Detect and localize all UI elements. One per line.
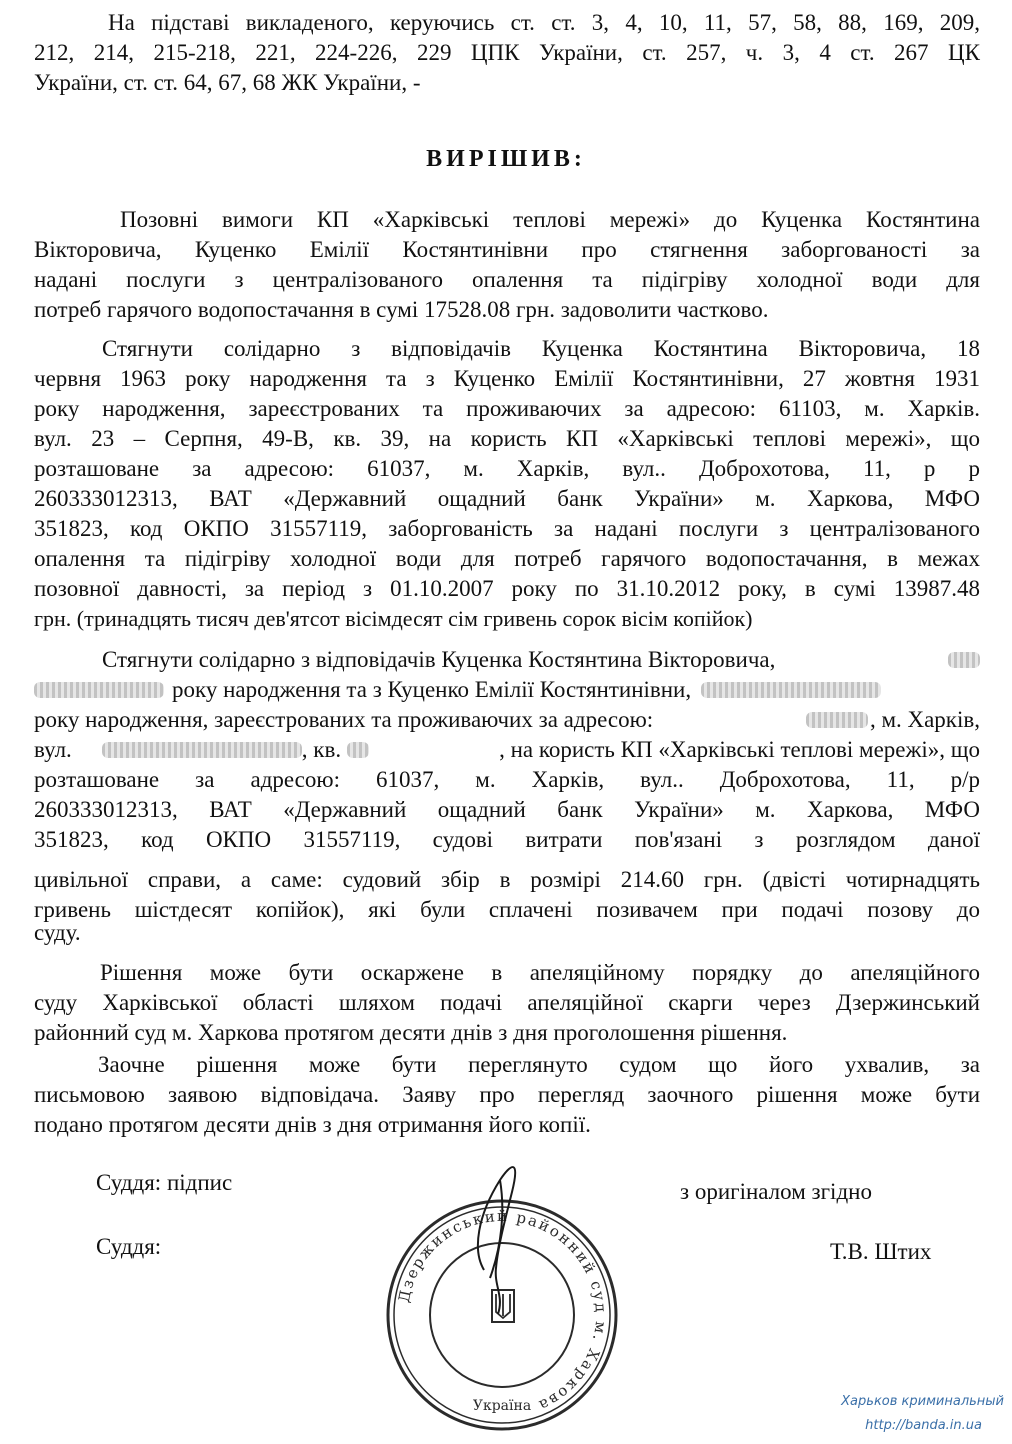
paragraph-line: розташоване за адресою: 61037, м. Харків, вул.. Доброхотова, 11, р/р — [34, 767, 980, 792]
paragraph-text: , на користь КП «Харківські теплові мережі», що — [499, 737, 980, 762]
preamble-line: На підставі викладеного, керуючись ст. ст. 3, 4, 10, 11, 57, 58, 88, 169, 209, — [108, 10, 980, 35]
judge-name: Т.В. Штих — [830, 1239, 932, 1264]
paragraph-text: вул. — [34, 737, 72, 762]
stamp-center-ring — [430, 1243, 574, 1387]
stamp-inner-text: Україна — [472, 1398, 532, 1414]
decision-heading: ВИРІШИВ: — [426, 146, 586, 172]
paragraph-line: районний суд м. Харкова протягом десяти днів з дня проголошення рішення. — [34, 1020, 788, 1045]
paragraph-line: подано протягом десяти днів з дня отримання його копії. — [34, 1112, 591, 1137]
paragraph-line: червня 1963 року народження та з Куценко Емілії Костянтинівни, 27 жовтня 1931 — [34, 366, 980, 391]
paragraph-line: потреб гарячого водопостачання в сумі 17528.08 грн. задоволити частково. — [34, 297, 769, 322]
paragraph-line: Стягнути солідарно з відповідачів Куценка Костянтина Вікторовича, 18 — [102, 336, 980, 361]
paragraph-line: Рішення може бути оскаржене в апеляційному порядку до апеляційного — [100, 960, 980, 985]
judge-label: Суддя: — [96, 1234, 162, 1259]
paragraph-text: , м. Харків, — [869, 707, 980, 732]
paragraph-line: суду Харківської області шляхом подачі апеляційної скарги через Дзержинський — [34, 990, 980, 1015]
judge-signature-label: Суддя: підпис — [96, 1170, 233, 1195]
watermark-line: Харьков криминальный — [841, 1394, 1004, 1409]
paragraph-text: , кв. — [301, 737, 342, 762]
paragraph-line: 260333012313, ВАТ «Державний ощадний банк України» м. Харкова, МФО — [34, 797, 980, 822]
paragraph-line: цивільної справи, а саме: судовий збір в розмірі 214.60 грн. (двісті чотирнадцять — [34, 867, 980, 892]
paragraph-text: року народження, зареєстрованих та проживаючих за адресою: — [34, 707, 654, 732]
paragraph-line: надані послуги з централізованого опалення та підігріву холодної води для — [34, 267, 980, 292]
preamble-line: 212, 214, 215-218, 221, 224-226, 229 ЦПК України, ст. 257, ч. 3, 4 ст. 267 ЦК — [34, 40, 980, 65]
paragraph-line: грн. (тринадцять тисяч дев'ятсот вісімдесят сім гривень сорок вісім копійок) — [34, 606, 753, 631]
paragraph-line: розташоване за адресою: 61037, м. Харків, вул.. Доброхотова, 11, р р — [34, 456, 980, 481]
preamble-line: України, ст. ст. 64, 67, 68 ЖК України, - — [34, 70, 421, 95]
watermark-link[interactable]: http://banda.in.ua — [865, 1418, 982, 1433]
paragraph-line: гривень шістдесят копійок), які були сплачені позивачем при подачі позову до — [34, 897, 980, 922]
paragraph-line: 351823, код ОКПО 31557119, заборгованість за надані послуги з централізованого — [34, 516, 980, 541]
certification-label: з оригіналом згідно — [680, 1179, 872, 1204]
paragraph-line: Позовні вимоги КП «Харківські теплові мережі» до Куценка Костянтина — [120, 207, 980, 232]
stamp-ring-text: Дзержинський районний суд м. Харкова — [394, 1206, 611, 1416]
paragraph-line: Вікторовича, Куценко Емілії Костянтинівни про стягнення заборгованості за — [34, 237, 980, 262]
paragraph-line: 260333012313, ВАТ «Державний ощадний банк України» м. Харкова, МФО — [34, 486, 980, 511]
paragraph-line: суду. — [34, 920, 81, 945]
paragraph-line: вул. 23 – Серпня, 49-В, кв. 39, на користь КП «Харківські теплові мережі», що — [34, 426, 980, 451]
paragraph-text: Стягнути солідарно з відповідачів Куценка Костянтина Вікторовича, — [102, 647, 776, 672]
paragraph-line: опалення та підігріву холодної води для потреб гарячого водопостачання, в межах — [34, 546, 980, 571]
paragraph-text: року народження та з Куценко Емілії Костянтинівни, — [172, 677, 692, 702]
paragraph-line: письмовою заявою відповідача. Заяву про перегляд заочного рішення може бути — [34, 1082, 980, 1107]
paragraph-line: Заочне рішення може бути переглянуто судом що його ухвалив, за — [98, 1052, 980, 1077]
paragraph-line: року народження, зареєстрованих та проживаючих за адресою: 61103, м. Харків. — [34, 396, 980, 421]
trident-emblem-icon — [492, 1290, 514, 1322]
handwritten-signature — [478, 1167, 515, 1314]
paragraph-line: позовної давності, за період з 01.10.2007 року по 31.10.2012 року, в сумі 13987.48 — [34, 576, 980, 601]
paragraph-line: 351823, код ОКПО 31557119, судові витрати пов'язані з розглядом даної — [34, 827, 980, 852]
